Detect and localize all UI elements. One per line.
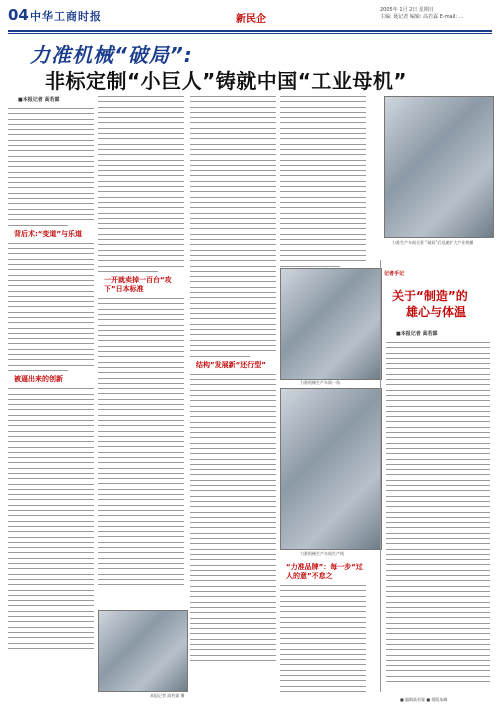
- subhead-4: 结构”发展新“还行型”: [196, 360, 266, 369]
- sidebar-body: [386, 330, 490, 690]
- column-1: [8, 96, 94, 692]
- sidebar-title: [392, 288, 468, 320]
- subhead-2: 被逼出来的创新: [14, 375, 63, 384]
- column-3: [190, 96, 276, 692]
- paper-logo: 中华工商时报: [30, 10, 102, 23]
- sidebar-tag: 记者手记: [384, 271, 405, 277]
- sidebar-title-line-1: 关于“制造”的: [392, 289, 468, 303]
- footer-note: ■ 编辑高若霖 ■ 排版朱峰: [400, 697, 448, 702]
- photo-caption-4: 力准生产车间全景 “破局”后迅速扩大产业规模: [392, 240, 474, 245]
- header-rule-thin: [8, 33, 492, 34]
- header-rule: [8, 30, 492, 32]
- sidebar-title-line-2: 雄心与体温: [406, 305, 467, 319]
- sidebar-divider: [380, 260, 381, 692]
- photo-caption-1: 本报记者 高若霖 摄: [150, 693, 185, 698]
- section-title: 新民企: [236, 14, 266, 25]
- editor-line: 主编: 聂记者 编辑: 高若霖 E-mail: ...: [380, 14, 464, 20]
- date-line: 2005年 1月 2日 星期日: [380, 7, 434, 13]
- column-2: [98, 96, 184, 616]
- article-byline: ■本报记者 高若霖: [18, 97, 60, 103]
- subhead-1: 背后术:“变道”与乐道: [14, 229, 83, 238]
- page-number: 04: [8, 6, 29, 24]
- column-4: [280, 96, 366, 276]
- photo-workshop-overview: [384, 96, 494, 238]
- column-4-lower: [280, 560, 366, 692]
- subhead-5: “力准品牌”：每一步“过人的意”不怠之: [286, 563, 363, 580]
- photo-workshop-corner: [280, 268, 382, 380]
- photo-caption-3: 力准机械生产车间生产线: [300, 551, 344, 556]
- article-headline: 非标定制“小巨人”铸就中国“工业母机”: [45, 69, 408, 93]
- article-kicker: 力准机械“破局”:: [30, 43, 193, 67]
- photo-production-line: [280, 388, 382, 550]
- sidebar-byline: ■本报记者 高若霖: [396, 331, 438, 337]
- subhead-3: 一开就卖掉一百台“攻下”日本标准: [104, 276, 172, 294]
- photo-product: [98, 610, 188, 692]
- photo-caption-2: 力准机械生产车间一角: [300, 380, 340, 385]
